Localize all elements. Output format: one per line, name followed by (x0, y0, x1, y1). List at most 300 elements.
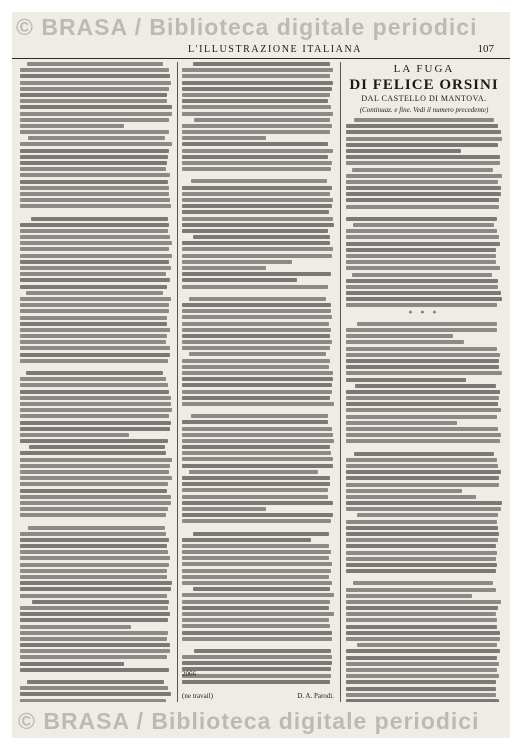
text-line (20, 105, 172, 109)
newspaper-page (12, 12, 510, 738)
text-line (346, 365, 499, 369)
article-title-line1: LA FUGA (393, 63, 455, 75)
text-line (20, 563, 169, 567)
text-line (346, 186, 501, 190)
text-line (182, 241, 330, 245)
text-line (182, 581, 332, 585)
text-line (28, 526, 165, 530)
paragraph-gap (182, 526, 334, 532)
text-line (20, 74, 170, 78)
text-line (189, 297, 326, 301)
text-line (20, 402, 171, 406)
text-line (20, 414, 169, 418)
paragraph-gap (20, 211, 172, 217)
text-line (182, 569, 331, 573)
text-line (182, 420, 328, 424)
text-line (346, 470, 501, 474)
text-line (20, 173, 170, 177)
text-line (20, 575, 167, 579)
text-line (182, 538, 311, 542)
text-line (20, 186, 169, 190)
text-line (182, 99, 328, 103)
text-line (346, 124, 498, 128)
text-line (20, 482, 168, 486)
text-line (20, 464, 170, 468)
text-line (20, 155, 168, 159)
text-line (346, 699, 499, 702)
text-line (20, 99, 167, 103)
text-line (182, 606, 329, 610)
text-line (20, 686, 168, 690)
text-line (20, 433, 129, 437)
article-subtitle: DAL CASTELLO DI MANTOVA. (361, 94, 487, 104)
text-line (182, 390, 332, 394)
text-line (182, 278, 297, 282)
text-line (346, 149, 461, 153)
text-line (182, 74, 330, 78)
text-line (346, 612, 496, 616)
text-line (346, 495, 476, 499)
text-line (20, 396, 171, 400)
text-line (182, 105, 331, 109)
text-line (182, 680, 330, 684)
column-1-text (20, 62, 172, 702)
watermark-top: © BRASA / Biblioteca digitale periodici (16, 14, 478, 40)
text-line (182, 655, 332, 659)
text-line (354, 452, 494, 456)
text-line (20, 458, 172, 462)
column-1 (20, 62, 172, 702)
text-line (182, 346, 330, 350)
text-line (346, 279, 498, 283)
text-line (182, 618, 329, 622)
text-line (27, 680, 164, 684)
text-line (20, 142, 172, 146)
text-line (346, 464, 498, 468)
text-line (20, 501, 171, 505)
text-line (20, 309, 169, 313)
text-line (182, 445, 330, 449)
paragraph-gap (182, 643, 334, 649)
text-line (20, 550, 168, 554)
text-line (20, 247, 169, 251)
text-line (346, 353, 500, 357)
text-line (346, 229, 497, 233)
text-line (20, 569, 167, 573)
text-line (346, 192, 501, 196)
text-line (20, 649, 170, 653)
text-line (182, 260, 292, 264)
text-line (20, 266, 171, 270)
text-line (20, 612, 170, 616)
text-line (20, 631, 168, 635)
text-line (354, 118, 494, 122)
text-line (346, 402, 498, 406)
text-line (182, 309, 331, 313)
text-line (26, 291, 163, 295)
text-line (20, 668, 169, 672)
text-line (346, 656, 497, 660)
text-line (346, 248, 496, 252)
text-line (20, 625, 131, 629)
text-line (194, 118, 331, 122)
text-line (346, 328, 497, 332)
text-line (182, 81, 333, 85)
text-line (20, 130, 169, 134)
text-line (182, 488, 328, 492)
text-line (20, 180, 168, 184)
text-line (20, 532, 166, 536)
text-line (20, 278, 170, 282)
text-line (182, 167, 331, 171)
text-line (182, 402, 334, 406)
text-line (194, 649, 331, 653)
text-line (20, 167, 166, 171)
column-3 (346, 62, 502, 702)
text-line (182, 254, 332, 258)
text-line (182, 217, 333, 221)
text-line (346, 340, 464, 344)
text-line (182, 204, 332, 208)
signature-author: D. A. Parodi. (297, 692, 334, 700)
page-header (12, 42, 510, 59)
text-line (346, 180, 498, 184)
text-line (352, 168, 492, 172)
column-2 (182, 62, 334, 702)
article-continuation-note: (Continuaz. e fine. Vedi il numero precedente) (359, 105, 489, 114)
text-line (20, 594, 167, 598)
text-line (20, 489, 167, 493)
text-line (20, 556, 170, 560)
text-line (357, 513, 497, 517)
watermark-bottom: © BRASA / Biblioteca digitale periodici (18, 708, 480, 734)
text-line (346, 378, 466, 382)
text-line (20, 303, 169, 307)
text-line (20, 254, 172, 258)
text-line (182, 229, 328, 233)
text-line (346, 137, 502, 141)
text-line (346, 520, 497, 524)
text-line (346, 637, 500, 641)
text-line (20, 637, 167, 641)
text-line (182, 198, 333, 202)
text-line (27, 62, 164, 66)
text-line (182, 223, 334, 227)
text-line (346, 205, 499, 209)
text-line (346, 390, 500, 394)
text-line (20, 161, 167, 165)
text-line (182, 247, 333, 251)
text-line (182, 340, 332, 344)
text-line (28, 136, 165, 140)
text-line (346, 532, 499, 536)
text-line (357, 322, 497, 326)
text-line (346, 155, 500, 159)
text-line (29, 445, 166, 449)
text-line (182, 328, 331, 332)
text-line (182, 359, 330, 363)
text-line (182, 365, 329, 369)
column-rule-1 (177, 62, 178, 702)
text-line (346, 217, 497, 221)
text-line (346, 161, 500, 165)
text-line (346, 594, 472, 598)
text-line (182, 593, 334, 597)
text-line (346, 415, 497, 419)
text-line (20, 81, 171, 85)
text-line (20, 439, 168, 443)
text-line (20, 93, 167, 97)
text-line (20, 124, 124, 128)
text-line (182, 556, 329, 560)
text-line (20, 451, 166, 455)
page-number: 107 (477, 43, 494, 55)
text-line (346, 680, 496, 684)
text-line (346, 174, 502, 178)
text-line (20, 581, 172, 585)
text-line (20, 495, 171, 499)
text-line (182, 637, 332, 641)
text-line (20, 235, 170, 239)
text-line (182, 149, 333, 153)
text-line (346, 600, 501, 604)
text-line (182, 377, 333, 381)
text-line (182, 631, 332, 635)
text-line (346, 687, 496, 691)
text-line (182, 161, 332, 165)
text-line (182, 600, 330, 604)
text-line (346, 433, 501, 437)
text-line (20, 587, 171, 591)
text-line (346, 427, 498, 431)
text-line (182, 575, 329, 579)
text-line (182, 439, 334, 443)
text-line (20, 322, 167, 326)
text-line (20, 359, 168, 363)
text-line (189, 352, 326, 356)
text-line (182, 451, 331, 455)
text-line (20, 655, 167, 659)
text-line (346, 359, 499, 363)
text-line (182, 612, 334, 616)
text-line (20, 334, 167, 338)
text-line (346, 668, 497, 672)
text-line (20, 427, 170, 431)
text-line (357, 643, 497, 647)
text-line (346, 130, 501, 134)
text-line (346, 674, 499, 678)
text-line (182, 550, 331, 554)
text-line (346, 631, 500, 635)
text-line (20, 643, 170, 647)
text-line (20, 538, 169, 542)
text-line (353, 223, 493, 227)
text-line (346, 260, 496, 264)
text-line (346, 507, 501, 511)
text-line (346, 198, 499, 202)
text-line (20, 87, 169, 91)
text-line (20, 353, 170, 357)
article-title-line2: DI FELICE ORSINI (349, 76, 499, 93)
text-line (31, 217, 168, 221)
text-line (26, 371, 163, 375)
text-line (346, 254, 496, 258)
text-line (193, 532, 330, 536)
text-line (20, 513, 166, 517)
text-line (20, 390, 169, 394)
text-line (182, 186, 332, 190)
text-line (182, 266, 266, 270)
text-line (346, 662, 499, 666)
text-line (346, 303, 497, 307)
text-line (182, 562, 332, 566)
text-line (20, 204, 171, 208)
text-line (346, 649, 500, 653)
text-line (346, 371, 502, 375)
text-line (20, 316, 167, 320)
text-line (20, 272, 166, 276)
text-line (182, 112, 333, 116)
text-line (346, 625, 497, 629)
text-line (182, 476, 330, 480)
column-2-text (182, 62, 334, 684)
text-line (182, 495, 328, 499)
text-line (182, 334, 330, 338)
text-line (346, 476, 499, 480)
text-line (182, 371, 333, 375)
publication-title: L'ILLUSTRAZIONE ITALIANA (188, 44, 363, 55)
text-line (20, 606, 168, 610)
paragraph-gap (182, 291, 334, 297)
text-line (20, 699, 166, 702)
text-line (20, 118, 169, 122)
text-line (346, 334, 453, 338)
text-line (346, 588, 496, 592)
paragraph-gap (346, 211, 502, 217)
text-line (20, 112, 172, 116)
paragraph-gap (346, 446, 502, 452)
text-line (346, 526, 498, 530)
text-line (346, 396, 499, 400)
text-line (346, 297, 502, 301)
text-line (182, 383, 332, 387)
text-line (346, 618, 497, 622)
text-line (20, 241, 172, 245)
text-line (20, 618, 168, 622)
text-line (182, 433, 333, 437)
signature-mark: 2066 (182, 670, 196, 678)
text-line (182, 210, 329, 214)
text-line (346, 458, 497, 462)
text-line (182, 519, 331, 523)
text-line (182, 68, 333, 72)
text-line (182, 322, 329, 326)
text-line (20, 662, 124, 666)
text-line (346, 483, 499, 487)
signature-left: (ne travail) (182, 692, 213, 700)
column-3-text-a (346, 118, 502, 307)
column-rule-2 (340, 62, 341, 702)
text-line (20, 507, 168, 511)
text-line (346, 693, 496, 697)
text-line (193, 235, 330, 239)
text-line (32, 600, 169, 604)
text-line (346, 421, 457, 425)
text-line (20, 383, 168, 387)
text-line (182, 155, 328, 159)
text-line (182, 482, 330, 486)
text-line (346, 242, 500, 246)
text-line (20, 340, 166, 344)
text-line (20, 692, 171, 696)
text-line (346, 557, 496, 561)
text-line (346, 551, 497, 555)
text-line (191, 414, 328, 418)
text-line (20, 470, 169, 474)
text-line (353, 581, 493, 585)
text-line (346, 538, 498, 542)
text-line (346, 143, 498, 147)
text-line (20, 68, 169, 72)
text-line (346, 235, 499, 239)
text-line (20, 476, 172, 480)
text-line (182, 303, 331, 307)
text-line (182, 501, 333, 505)
text-line (182, 507, 266, 511)
text-line (346, 569, 496, 573)
text-line (20, 377, 166, 381)
text-line (346, 544, 496, 548)
text-line (20, 285, 167, 289)
text-line (20, 229, 168, 233)
text-line (182, 464, 333, 468)
text-line (182, 192, 330, 196)
text-line (182, 457, 333, 461)
text-line (346, 439, 500, 443)
text-line (346, 347, 497, 351)
text-line (20, 260, 169, 264)
text-line (182, 93, 330, 97)
text-line (182, 315, 332, 319)
text-line (20, 346, 170, 350)
text-line (182, 427, 332, 431)
text-line (182, 544, 329, 548)
text-line (182, 396, 330, 400)
text-line (346, 266, 500, 270)
text-line (346, 285, 498, 289)
text-line (182, 513, 333, 517)
text-line (20, 544, 167, 548)
text-line (182, 136, 266, 140)
text-line (182, 142, 328, 146)
text-line (346, 606, 498, 610)
text-line (352, 273, 492, 277)
text-line (182, 624, 330, 628)
paragraph-gap (20, 520, 172, 526)
text-line (182, 87, 332, 91)
text-line (182, 130, 330, 134)
text-line (346, 563, 497, 567)
text-line (346, 291, 501, 295)
text-line (20, 198, 170, 202)
section-separator: * * * (408, 309, 440, 319)
text-line (20, 192, 169, 196)
text-line (182, 285, 328, 289)
column-3-text-b (346, 322, 502, 702)
text-line (20, 297, 171, 301)
text-line (191, 179, 328, 183)
text-line (346, 408, 501, 412)
